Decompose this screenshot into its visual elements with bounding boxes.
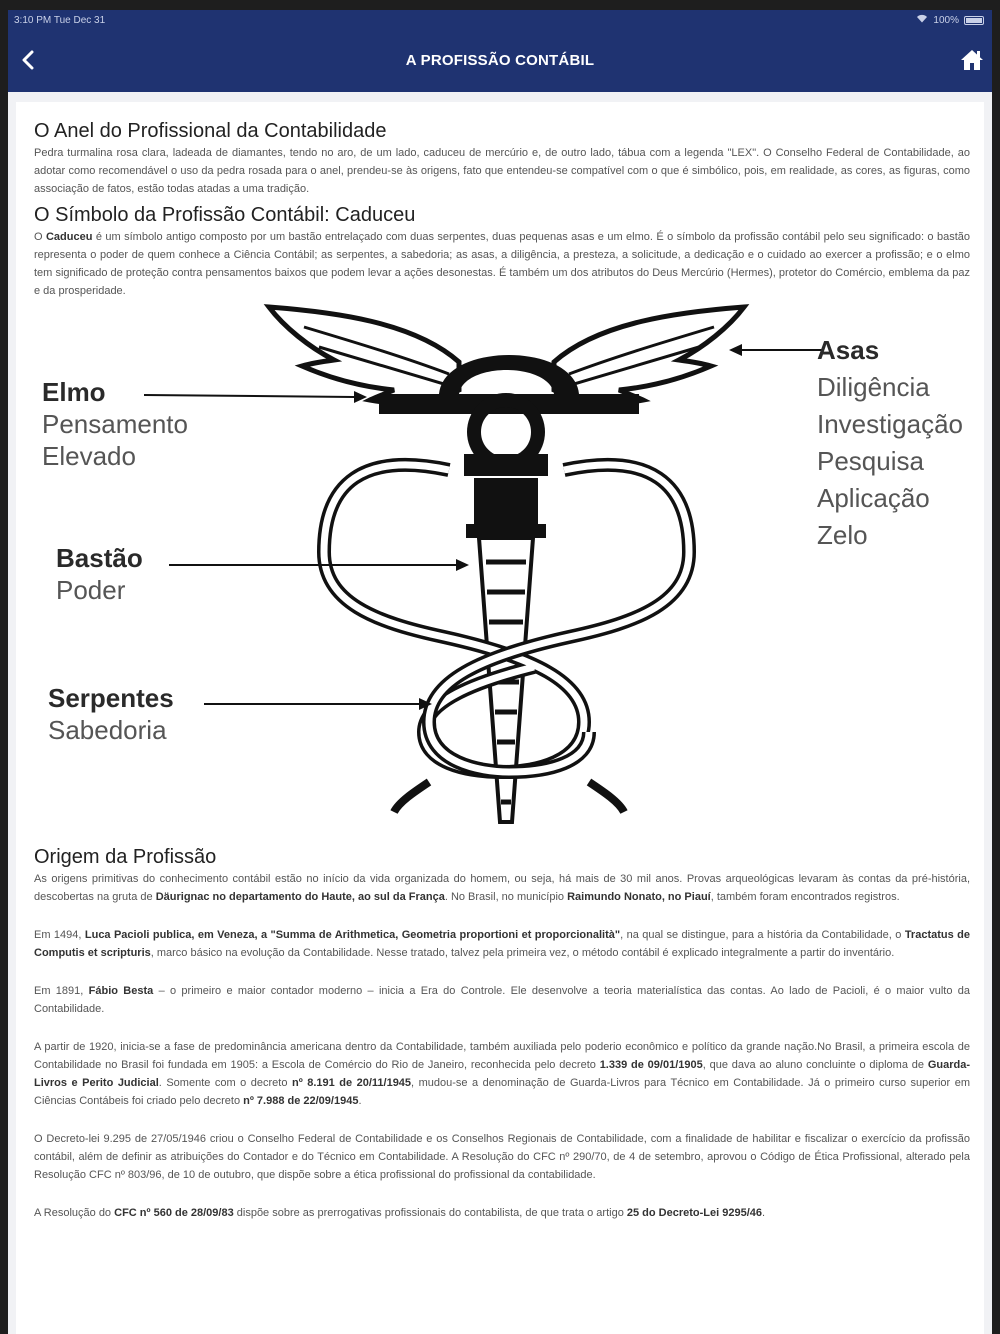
spacer (34, 1018, 970, 1038)
origem-paragraph-3 (34, 982, 970, 1018)
label-asas-item: Investigação (817, 409, 963, 439)
origem-paragraph-4 (34, 1038, 970, 1110)
spacer (34, 962, 970, 982)
text-bold: Guarda-Livros e Perito Judicial (34, 1059, 970, 1089)
text-fragment: Em 1891, (34, 985, 89, 997)
text-fragment: Em 1494, (34, 929, 85, 941)
text-fragment: , que dava ao aluno concluinte o diploma de (702, 1059, 928, 1071)
label-asas-head: Asas (817, 335, 880, 365)
caduceus-figure (34, 302, 984, 862)
text-fragment: . Somente com o decreto (158, 1077, 292, 1089)
label-asas-item: Aplicação (817, 483, 930, 513)
text-bold: 1.339 de 09/01/1905 (599, 1059, 703, 1071)
label-serpentes-sub1: Sabedoria (48, 715, 167, 745)
home-icon (960, 49, 984, 76)
text-fragment: A Resolução do (34, 1207, 115, 1219)
label-serpentes-head: Serpentes (48, 683, 174, 713)
text-fragment: . No Brasil, no município (444, 891, 568, 903)
scroll-content[interactable] (16, 102, 984, 1334)
text-fragment: é um símbolo antigo composto por um bastão entrelaçado com duas serpentes, duas pequenas asas e um elmo. É o símbolo da profissão contábil pelo seu significado: o bastão representa o poder de quem conhece a Ciência Contábil; as serpentes, a sabedoria; as asas, a diligência, a presteza, a solicitude, a dedicação e o cuidado ao exercer a profissão; e o elmo tem significado de proteção contra pensamentos baixos que podem levar a ações desonestas. É também um dos atributos do Deus Mercúrio (Hermes), protetor do Comércio, emblema da paz e da prosperidade. (34, 231, 970, 297)
text-bold: Däurignac no departamento do Haute, ao sul da França (155, 891, 445, 903)
battery-percent: 100% (933, 14, 959, 26)
label-elmo-sub1: Pensamento (42, 409, 188, 439)
label-elmo (42, 376, 188, 472)
origem-paragraph-2 (34, 926, 970, 962)
origem-paragraph-5: O Decreto-lei 9.295 de 27/05/1946 criou o Conselho Federal de Contabilidade e os Conselhos Regionais de Contabilidade, com a finalidade de habilitar e fiscalizar o exercício da profissão contábil, além de definir as atribuições do Contador e do Técnico em Contabilidade. A Resolução do CFC nº 290/70, de 4 de setembro, aprovou o Código de Ética Profissional, alterado pela Resolução CFC nº 803/96, de 10 de outubro, que dispõe sobre a ética profissional do profissional da contabilidade. (34, 1133, 970, 1181)
status-right (916, 14, 984, 26)
label-elmo-head: Elmo (42, 377, 106, 407)
home-button[interactable] (958, 48, 986, 76)
page-title: A PROFISSÃO CONTÁBIL (405, 52, 595, 69)
text-bold: Luca Pacioli publica, em Veneza, a "Summa de Arithmetica, Geometria proportioni et proporcionalità" (84, 929, 621, 941)
text-fragment: . (762, 1207, 766, 1219)
nav-bar (8, 32, 992, 92)
text-bold: Tractatus de Computis et scripturis (34, 929, 970, 959)
text-fragment: dispõe sobre as prerrogativas profissionais do contabilista, de que trata o artigo (233, 1207, 627, 1219)
label-asas-item: Diligência (817, 372, 930, 402)
label-asas-item: Pesquisa (817, 446, 924, 476)
label-elmo-sub2: Elevado (42, 441, 136, 471)
text-bold: Caduceu (45, 231, 93, 243)
text-fragment: . (358, 1095, 362, 1107)
section-title-anel: O Anel do Profissional da Contabilidade (34, 120, 387, 142)
section-title-origem: Origem da Profissão (34, 846, 217, 868)
section-text-simbolo (34, 228, 970, 300)
text-bold: nº 7.988 de 22/09/1945 (243, 1095, 359, 1107)
app-screen (8, 10, 992, 1334)
text-bold: CFC nº 560 de 28/09/83 (114, 1207, 234, 1219)
text-bold: Fábio Besta (88, 985, 154, 997)
label-asas (817, 332, 963, 554)
origem-paragraph-1 (34, 870, 970, 906)
section-title-simbolo: O Símbolo da Profissão Contábil: Caduceu (34, 204, 416, 226)
spacer (34, 1184, 970, 1204)
wifi-icon (916, 14, 928, 26)
text-bold: Raimundo Nonato, no Piauí (567, 891, 711, 903)
label-asas-item: Zelo (817, 520, 868, 550)
status-time: 3:10 PM Tue Dec 31 (14, 15, 106, 26)
label-bastao (56, 542, 143, 606)
text-fragment: O (34, 231, 46, 243)
text-fragment: , também foram encontrados registros. (710, 891, 900, 903)
origem-paragraph-6 (34, 1204, 970, 1222)
section-text-anel: Pedra turmalina rosa clara, ladeada de diamantes, tendo no aro, de um lado, caduceu de mercúrio e, de outro lado, tábua com a legenda "LEX". O Conselho Federal de Contabilidade, ao adotar como recomendável o uso da pedra rosada para o anel, prendeu-se às origens, fato que entendeu-se compatível com o que é simbólico, pois, em realidade, as cores, as figuras, como associação de fatos, estão todas atadas a uma tradição. (34, 147, 970, 195)
text-fragment: – o primeiro e maior contador moderno – inicia a Era do Controle. Ele desenvolve a teoria materialística das contas. Ao lado de Pacioli, é o maior vulto da Contabilidade. (34, 985, 971, 1015)
text-fragment: , na qual se distingue, para a história da Contabilidade, o (620, 929, 905, 941)
text-fragment: A partir de 1920, inicia-se a fase de predominância americana dentro da Contabilidade, também auxiliada pelo poderio econômico e político da grande nação.No Brasil, a primeira escola de Contabilidade no Brasil foi fundada em 1905: a Escola de Comércio do Rio de Janeiro, reconhecida pelo decreto (34, 1041, 970, 1071)
spacer (34, 1110, 970, 1130)
label-serpentes (48, 682, 174, 746)
status-bar (8, 10, 992, 32)
spacer (34, 906, 970, 926)
text-bold: nº 8.191 de 20/11/1945 (291, 1077, 412, 1089)
text-fragment: As origens primitivas do conhecimento contábil estão no início da vida organizada do homem, ou seja, há mais de 30 mil anos. Provas arqueológicas levaram às contas da pré-história, descobertas na gruta de (34, 873, 970, 903)
label-bastao-sub1: Poder (56, 575, 126, 605)
battery-icon (964, 16, 984, 25)
text-fragment: , marco básico na evolução da Contabilidade. Nesse tratado, talvez pela primeira vez, o método contábil é explicado integralmente a partir do inventário. (150, 947, 895, 959)
text-fragment: , mudou-se a denominação de Guarda-Livros para Técnico em Contabilidade. Já o primeiro curso superior em Ciências Contábeis foi criado pelo decreto (34, 1077, 971, 1107)
text-bold: 25 do Decreto-Lei 9295/46 (626, 1207, 762, 1219)
label-bastao-head: Bastão (56, 543, 143, 573)
